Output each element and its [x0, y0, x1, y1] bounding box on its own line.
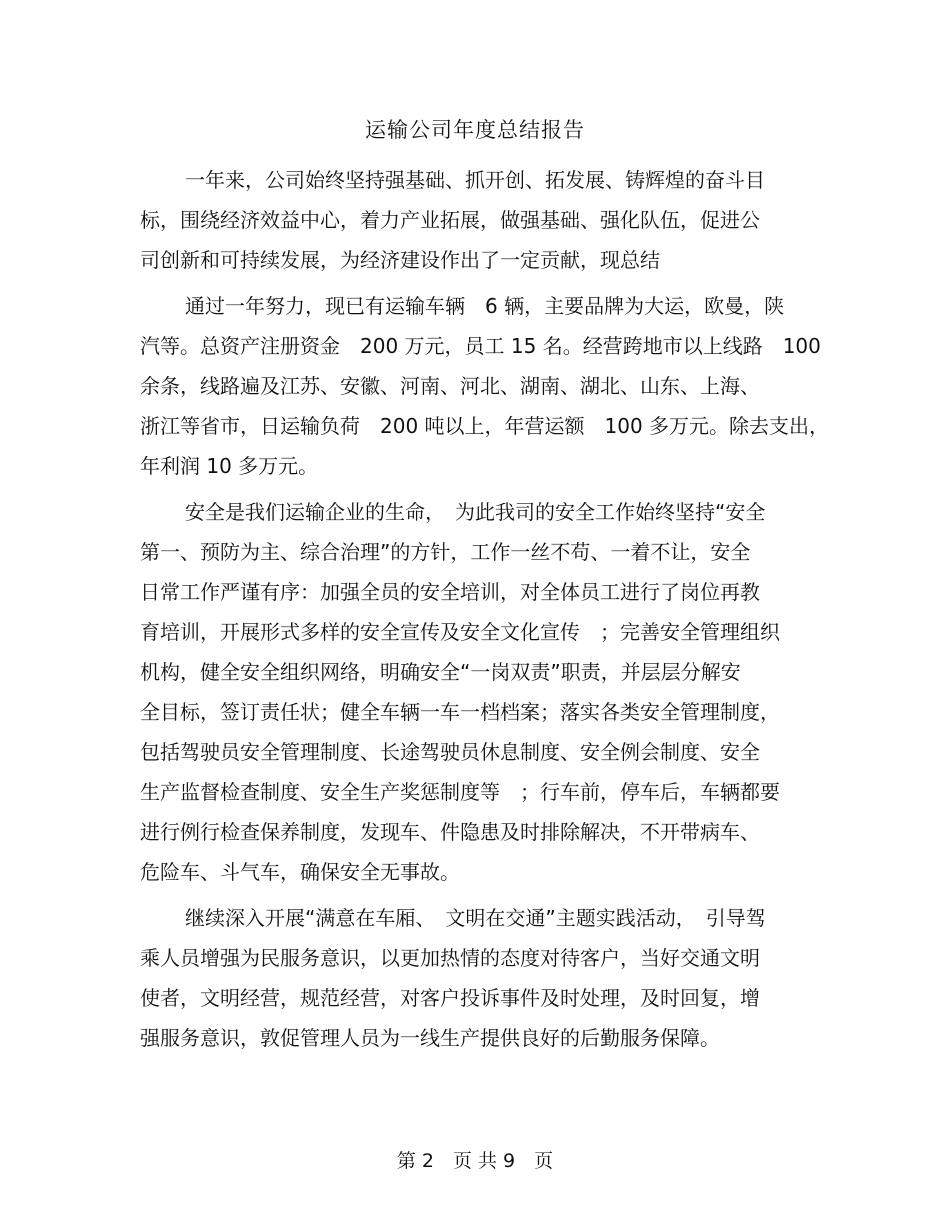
text-line: 育培训，开展形式多样的安全宣传及安全文化宣传 ；完善安全管理组织	[140, 620, 780, 644]
text-line: 安全是我们运输企业的生命， 为此我司的安全工作始终坚持“安全	[185, 500, 766, 524]
text-line: 危险车、斗气车，确保安全无事故。	[140, 860, 460, 884]
paragraph-fleet	[140, 286, 830, 486]
text-line: 生产监督检查制度、安全生产奖惩制度等 ；行车前，停车后，车辆都要	[140, 780, 780, 804]
text-line: 司创新和可持续发展，为经济建设作出了一定贡献，现总结	[140, 248, 660, 272]
text-line: 继续深入开展“满意在车厢、 文明在交通”主题实践活动， 引导驾	[185, 906, 766, 930]
document-title: 运输公司年度总结报告	[365, 118, 585, 142]
text-line: 强服务意识，敦促管理人员为一线生产提供良好的后勤服务保障。	[140, 1026, 720, 1050]
text-line: 一年来，公司始终坚持强基础、抓开创、拓发展、铸辉煌的奋斗目	[185, 168, 765, 192]
text-line: 日常工作严谨有序：加强全员的安全培训，对全体员工进行了岗位再教	[140, 580, 760, 604]
text-line: 乘人员增强为民服务意识，以更加热情的态度对待客户，当好交通文明	[140, 946, 760, 970]
text-line: 使者，文明经营，规范经营，对客户投诉事件及时处理，及时回复，增	[140, 986, 760, 1010]
paragraph-service	[140, 898, 830, 1058]
text-line: 机构，健全安全组织网络，明确安全“一岗双责”职责，并层层分解安	[140, 660, 741, 684]
document-body	[140, 160, 830, 1064]
text-line: 第一、预防为主、综合治理”的方针，工作一丝不苟、一着不让，安全	[140, 540, 751, 564]
text-line: 汽等。总资产注册资金 200 万元，员工 15 名。经营跨地市以上线路 100	[140, 334, 821, 358]
text-line: 通过一年努力，现已有运输车辆 6 辆，主要品牌为大运，欧曼，陕	[185, 294, 785, 318]
text-line: 包括驾驶员安全管理制度、长途驾驶员休息制度、安全例会制度、安全	[140, 740, 760, 764]
page-number-footer: 第 2 页 共 9 页	[396, 1150, 554, 1172]
text-line: 年利润 10 多万元。	[140, 454, 319, 478]
text-line: 全目标，签订责任状；健全车辆一车一档档案；落实各类安全管理制度，	[140, 700, 780, 724]
text-line: 余条，线路遍及江苏、安徽、河南、河北、湖南、湖北、山东、上海、	[140, 374, 760, 398]
text-line: 进行例行检查保养制度，发现车、件隐患及时排除解决，不开带病车、	[140, 820, 760, 844]
paragraph-overview	[140, 160, 830, 280]
text-line: 标，围绕经济效益中心，着力产业拓展，做强基础、强化队伍，促进公	[140, 208, 760, 232]
paragraph-safety	[140, 492, 830, 892]
text-line: 浙江等省市，日运输负荷 200 吨以上，年营运额 100 多万元。除去支出，	[140, 414, 830, 438]
